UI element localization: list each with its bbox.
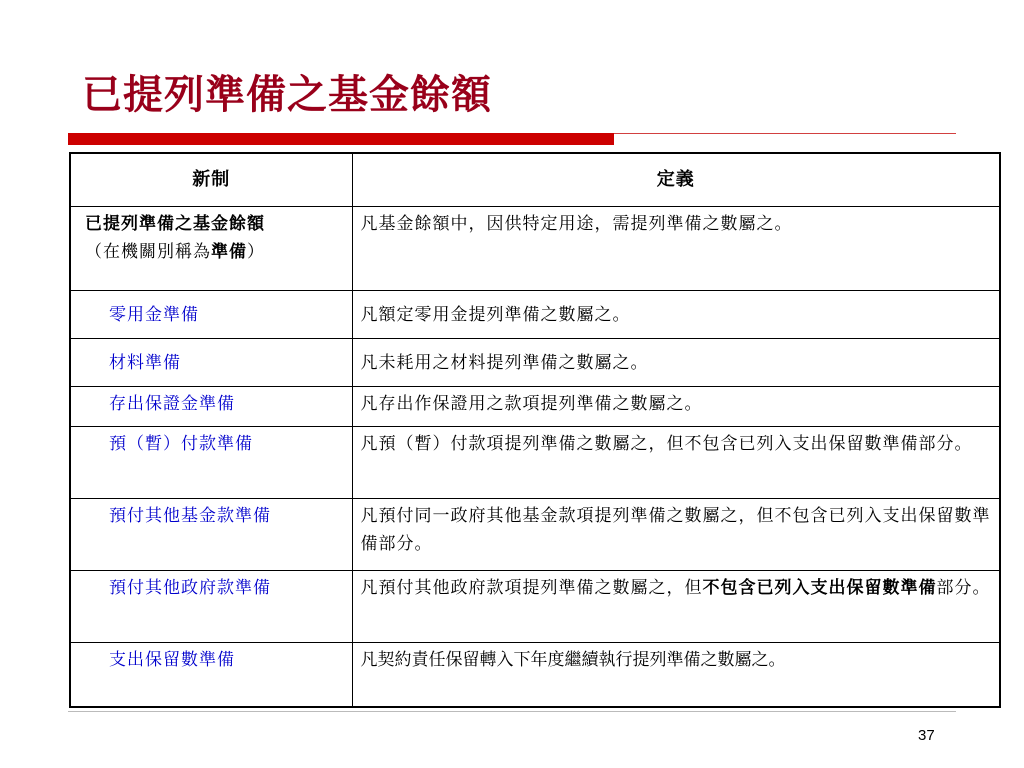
header-definition: 定義 <box>352 153 1000 207</box>
definition-cell: 凡預（暫）付款項提列準備之數屬之，但不包含已列入支出保留數準備部分。 <box>352 427 1000 499</box>
term-cell: 零用金準備 <box>70 291 352 339</box>
table-row-lead <box>70 207 1000 291</box>
definition-cell <box>352 571 1000 643</box>
title-underline-thick <box>68 133 614 145</box>
table-row <box>70 571 1000 643</box>
term-cell: 支出保留數準備 <box>70 643 352 707</box>
term-cell: 材料準備 <box>70 339 352 387</box>
header-term: 新制 <box>70 153 352 207</box>
table-row <box>70 643 1000 707</box>
title-underline-thin <box>614 133 956 134</box>
table-header-row <box>70 153 1000 207</box>
definition-cell: 凡未耗用之材料提列準備之數屬之。 <box>352 339 1000 387</box>
table-row <box>70 339 1000 387</box>
term-cell: 預（暫）付款準備 <box>70 427 352 499</box>
table-row <box>70 291 1000 339</box>
def-gov-suffix: 部分。 <box>936 578 991 598</box>
term-lead-paren-open: （在機關別稱為 <box>85 242 211 262</box>
definition-cell: 凡存出作保證用之款項提列準備之數屬之。 <box>352 387 1000 427</box>
definition-cell: 凡基金餘額中，因供特定用途，需提列準備之數屬之。 <box>352 207 1000 291</box>
term-cell: 存出保證金準備 <box>70 387 352 427</box>
table-row <box>70 499 1000 571</box>
table-row <box>70 427 1000 499</box>
term-lead-paren-close: ） <box>247 242 265 262</box>
footer-divider <box>68 711 956 712</box>
def-gov-bold: 不包含已列入支出保留數準備 <box>702 578 937 598</box>
table-row <box>70 387 1000 427</box>
definitions-table <box>69 152 1001 708</box>
page-title: 已提列準備之基金餘額 <box>82 72 492 118</box>
term-lead-bold: 準備 <box>211 242 247 262</box>
term-cell: 預付其他基金款準備 <box>70 499 352 571</box>
page-number: 37 <box>918 727 935 744</box>
term-cell <box>70 207 352 291</box>
definition-cell: 凡額定零用金提列準備之數屬之。 <box>352 291 1000 339</box>
def-gov-prefix: 凡預付其他政府款項提列準備之數屬之，但 <box>360 578 703 598</box>
definition-cell: 凡契約責任保留轉入下年度繼續執行提列準備之數屬之。 <box>352 643 1000 707</box>
definition-cell: 凡預付同一政府其他基金款項提列準備之數屬之，但不包含已列入支出保留數準備部分。 <box>352 499 1000 571</box>
term-cell: 預付其他政府款準備 <box>70 571 352 643</box>
term-lead-line1: 已提列準備之基金餘額 <box>85 214 265 234</box>
